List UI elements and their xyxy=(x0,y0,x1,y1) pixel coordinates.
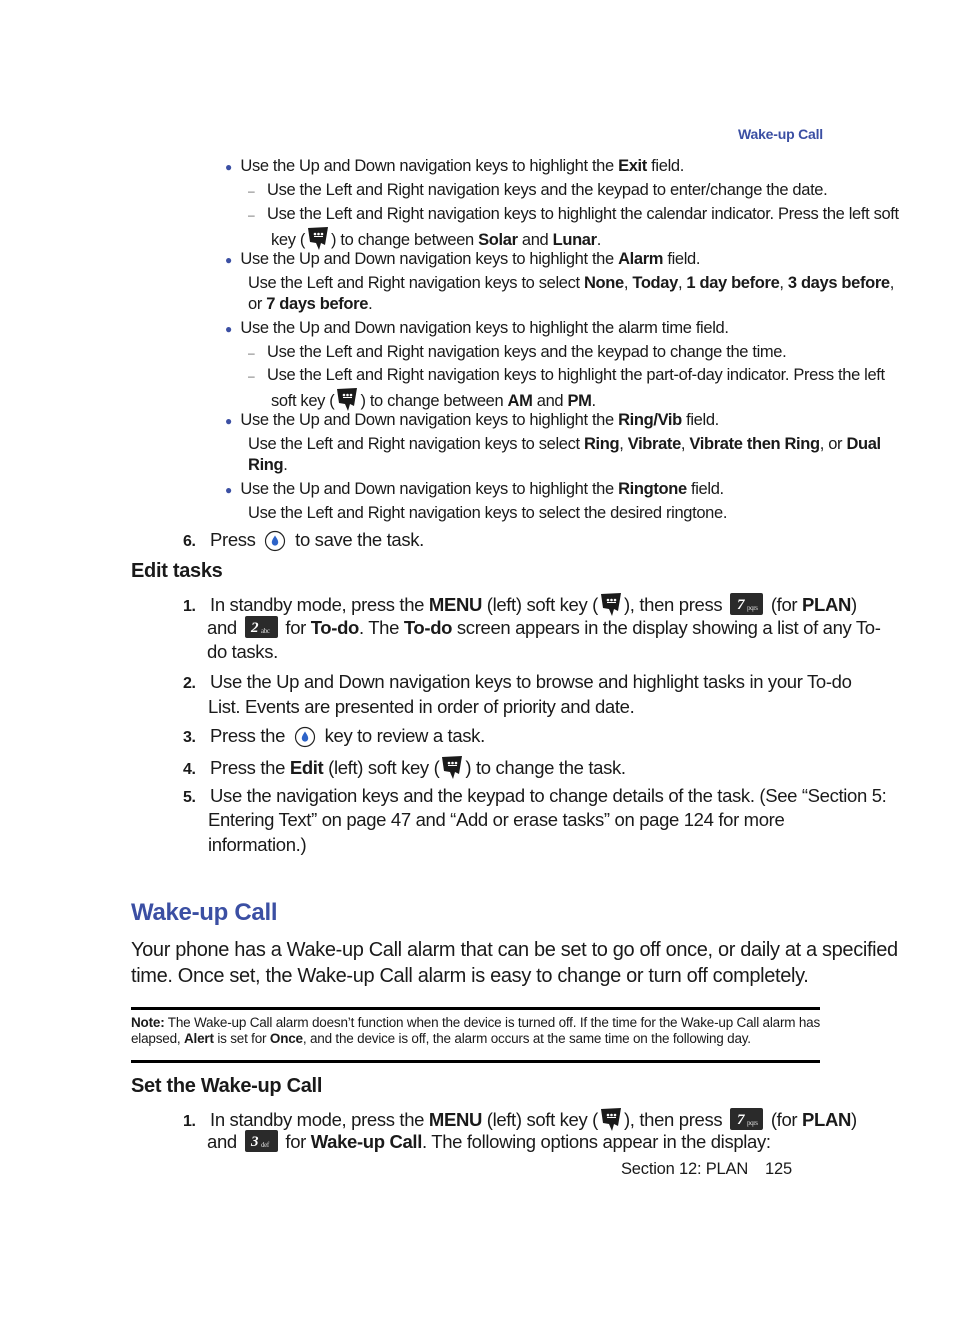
bold-term: Wake-up Call xyxy=(310,1131,423,1152)
wakeup-intro-line2: time. Once set, the Wake-up Call alarm is easy to change or turn off completely. xyxy=(131,965,809,987)
text: Press the xyxy=(210,725,290,746)
text: field. xyxy=(646,157,684,175)
step-number: 4. xyxy=(183,761,196,778)
text: In standby mode, press the xyxy=(210,594,429,615)
bullet-alarm-time xyxy=(225,318,729,340)
svg-text:def: def xyxy=(260,1141,269,1149)
footer-page-number: 125 xyxy=(765,1160,792,1178)
text: , xyxy=(619,435,628,453)
edit-step-5-line1 xyxy=(183,784,886,810)
dash-icon: – xyxy=(248,369,255,383)
text: Use the Left and Right navigation keys and the keypad to change the time. xyxy=(267,343,787,361)
text: (left) soft key ( xyxy=(481,1109,598,1130)
text: and xyxy=(207,617,242,638)
text: . xyxy=(368,295,373,313)
text: The Wake-up Call alarm doesn’t function when the device is turned off. If the time for the Wake-up Call alarm has xyxy=(164,1015,821,1030)
step-6 xyxy=(183,528,424,554)
svg-text:7: 7 xyxy=(737,1112,745,1128)
text: Press the xyxy=(210,757,290,778)
dash-time-keypad xyxy=(248,342,786,364)
bullet-dot-icon: ● xyxy=(225,414,232,428)
text: , xyxy=(889,274,894,292)
text: In standby mode, press the xyxy=(210,1109,429,1130)
ring-options-line2 xyxy=(248,455,288,476)
text: and xyxy=(517,231,553,249)
dash-icon: – xyxy=(248,184,255,198)
bullet-ringtone xyxy=(225,479,724,501)
svg-text:abc: abc xyxy=(260,627,270,635)
text: is set for xyxy=(213,1031,270,1046)
bold-term: Ring xyxy=(248,456,284,474)
text: . xyxy=(591,392,596,410)
edit-step-4 xyxy=(183,754,626,782)
text: for xyxy=(280,1131,311,1152)
svg-text:7: 7 xyxy=(737,597,745,613)
svg-text:2: 2 xyxy=(250,620,258,636)
text: (left) soft key ( xyxy=(323,757,440,778)
step-number: 5. xyxy=(183,789,196,806)
step-number: 1. xyxy=(183,598,196,615)
bold-term: Edit xyxy=(289,757,324,778)
edit-step-5-line3: information.) xyxy=(208,834,307,855)
bold-term: Lunar xyxy=(552,231,597,249)
ring-options-line1 xyxy=(248,434,881,455)
wakeup-heading: Wake-up Call xyxy=(131,899,278,926)
text: ) to change the task. xyxy=(465,757,626,778)
bullet-alarm xyxy=(225,249,700,271)
bold-term: MENU xyxy=(428,1109,482,1130)
text: for xyxy=(280,617,311,638)
running-header: Wake-up Call xyxy=(738,126,823,142)
text: . The following options appear in the display: xyxy=(422,1131,771,1152)
edit-step-5-line2: Entering Text” on page 47 and “Add or erase tasks” on page 124 for more xyxy=(208,809,785,830)
svg-text:pqrs: pqrs xyxy=(747,1119,758,1127)
key-7-icon xyxy=(730,1108,763,1130)
text: , xyxy=(779,274,788,292)
step-number: 2. xyxy=(183,675,196,692)
bold-term: To-do xyxy=(310,617,359,638)
bold-term: Today xyxy=(632,274,678,292)
wakeup-intro-line1: Your phone has a Wake-up Call alarm that can be set to go off once, or daily at a specified xyxy=(131,939,898,961)
text: . xyxy=(596,231,601,249)
text: , or xyxy=(819,435,847,453)
bold-term: PLAN xyxy=(802,1109,851,1130)
bold-term: Vibrate xyxy=(627,435,681,453)
text: field. xyxy=(681,411,719,429)
text: (for xyxy=(766,594,803,615)
svg-text:3: 3 xyxy=(250,1134,258,1150)
text: Use the Left and Right navigation keys to select xyxy=(248,435,584,453)
dash-exit-calendar-cont xyxy=(271,225,601,251)
bold-term: Vibrate then Ring xyxy=(689,435,820,453)
step-number: 3. xyxy=(183,729,196,746)
text: soft key ( xyxy=(271,392,335,410)
text: screen appears in the display showing a list of any To- xyxy=(452,617,881,638)
text: Use the Left and Right navigation keys to select xyxy=(248,274,584,292)
note-bottom-rule xyxy=(131,1060,820,1063)
text: to save the task. xyxy=(290,529,424,550)
bold-term: 1 day before xyxy=(686,274,780,292)
bullet-dot-icon: ● xyxy=(225,253,232,267)
edit-step-2-line2: List. Events are presented in order of priority and date. xyxy=(208,696,635,717)
footer-section: Section 12: PLAN xyxy=(621,1160,749,1178)
set-wakeup-heading: Set the Wake-up Call xyxy=(131,1075,323,1097)
edit-step-2-line1 xyxy=(183,670,852,696)
text: Use the Left and Right navigation keys to highlight the part-of-day indicator. Press the left xyxy=(267,366,885,384)
text: ), then press xyxy=(624,594,728,615)
note-top-rule xyxy=(131,1007,820,1010)
step-number: 1. xyxy=(183,1113,196,1130)
bold-term: Ringtone xyxy=(618,480,687,498)
text: and xyxy=(532,392,568,410)
text: Use the Up and Down navigation keys to highlight the xyxy=(240,157,619,175)
text: . xyxy=(283,456,288,474)
text: or xyxy=(248,295,267,313)
text: Use the Up and Down navigation keys to browse and highlight tasks in your To-do xyxy=(210,671,852,692)
text: field. xyxy=(686,480,724,498)
bullet-exit xyxy=(225,156,684,178)
ringtone-desc xyxy=(248,503,727,524)
key-3-icon xyxy=(245,1130,278,1152)
bold-term: Ring/Vib xyxy=(618,411,682,429)
set-step-1-line2 xyxy=(207,1130,771,1154)
note-line1 xyxy=(131,1015,820,1031)
text: Use the Left and Right navigation keys to highlight the calendar indicator. Press the left soft xyxy=(267,205,899,223)
text: key to review a task. xyxy=(319,725,485,746)
text: , xyxy=(623,274,633,292)
text: , and the device is off, the alarm occurs at the same time on the following day. xyxy=(302,1031,751,1046)
bold-term: Alert xyxy=(184,1031,214,1046)
text: (left) soft key ( xyxy=(481,594,598,615)
bold-term: Ring xyxy=(583,435,620,453)
dash-exit-date xyxy=(248,180,827,202)
bold-term: 7 days before xyxy=(266,295,369,313)
menu-soft-key-icon xyxy=(599,1106,623,1132)
edit-tasks-heading: Edit tasks xyxy=(131,560,223,582)
text: (for xyxy=(766,1109,803,1130)
ok-key-icon xyxy=(264,530,286,552)
text: Use the Up and Down navigation keys to highlight the xyxy=(240,480,619,498)
text: , xyxy=(680,435,690,453)
text: ) xyxy=(850,594,857,615)
bullet-dot-icon: ● xyxy=(225,322,232,336)
left-soft-key-icon xyxy=(306,225,330,251)
text: Use the Up and Down navigation keys to highlight the xyxy=(240,250,619,268)
key-2-icon xyxy=(245,616,278,638)
key-7-icon xyxy=(730,593,763,615)
text: Use the Up and Down navigation keys to highlight the alarm time field. xyxy=(240,319,729,337)
bold-term: Dual xyxy=(846,435,881,453)
text: Use the Up and Down navigation keys to highlight the xyxy=(240,411,619,429)
bullet-dot-icon: ● xyxy=(225,160,232,174)
bold-term: MENU xyxy=(428,594,482,615)
text: ) to change between xyxy=(360,392,508,410)
step-number: 6. xyxy=(183,533,196,550)
note-label: Note: xyxy=(131,1015,165,1030)
text: ) xyxy=(850,1109,857,1130)
dash-exit-calendar xyxy=(248,204,899,226)
bold-term: To-do xyxy=(403,617,453,638)
text: ), then press xyxy=(624,1109,728,1130)
text: . The xyxy=(358,617,404,638)
menu-soft-key-icon xyxy=(599,591,623,617)
bold-term: Exit xyxy=(618,157,647,175)
bullet-ring-vib xyxy=(225,410,719,432)
bold-term: PLAN xyxy=(802,594,851,615)
text: Use the Left and Right navigation keys and the keypad to enter/change the date. xyxy=(267,181,828,199)
bold-term: PM xyxy=(567,392,592,410)
text: Use the Left and Right navigation keys to select the desired ringtone. xyxy=(248,504,728,522)
dash-icon: – xyxy=(248,208,255,222)
edit-soft-key-icon xyxy=(440,754,464,780)
text: Use the navigation keys and the keypad to change details of the task. (See “Section 5: xyxy=(210,785,887,806)
bullet-dot-icon: ● xyxy=(225,483,232,497)
text: Press xyxy=(210,529,261,550)
text: ) to change between xyxy=(331,231,479,249)
text: , xyxy=(677,274,687,292)
dash-icon: – xyxy=(248,346,255,360)
bold-term: None xyxy=(583,274,624,292)
ok-key-icon xyxy=(294,726,316,748)
bold-term: Once xyxy=(269,1031,303,1046)
text: elapsed, xyxy=(131,1031,184,1046)
edit-step-1-line3: do tasks. xyxy=(207,641,278,662)
left-soft-key-icon xyxy=(335,386,359,412)
edit-step-1-line1 xyxy=(183,591,857,619)
alarm-options-line1 xyxy=(248,273,894,294)
text: key ( xyxy=(271,231,306,249)
svg-text:pqrs: pqrs xyxy=(747,604,758,612)
note-line2 xyxy=(131,1031,751,1047)
dash-time-ampm-cont xyxy=(271,386,596,412)
bold-term: AM xyxy=(507,392,533,410)
alarm-options-line2 xyxy=(248,294,372,315)
bold-term: 3 days before xyxy=(787,274,890,292)
dash-time-ampm xyxy=(248,365,885,387)
bold-term: Alarm xyxy=(618,250,664,268)
edit-step-1-line2 xyxy=(207,616,881,640)
edit-step-3 xyxy=(183,724,485,750)
text: field. xyxy=(663,250,701,268)
bold-term: Solar xyxy=(478,231,518,249)
text: and xyxy=(207,1131,242,1152)
